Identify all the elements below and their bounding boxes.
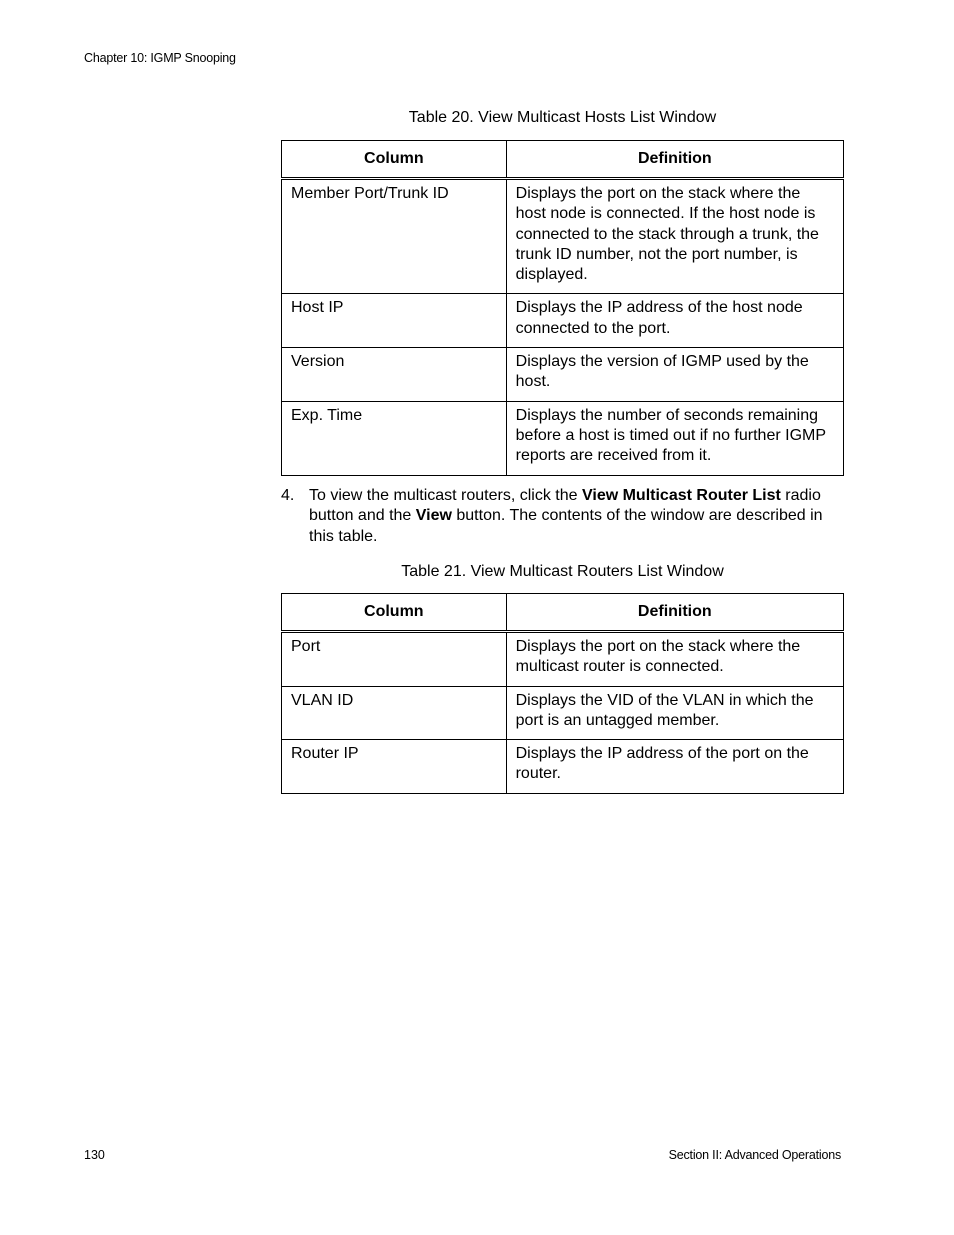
table-21 [281, 593, 844, 794]
column-header: Column [282, 141, 507, 179]
row-definition-cell: Displays the IP address of the port on the router. [506, 740, 843, 794]
row-column-cell: VLAN ID [282, 686, 507, 740]
table-row [282, 686, 844, 740]
column-header: Column [282, 594, 507, 632]
table-20 [281, 140, 844, 476]
step-text-part: To view the multicast routers, click the [309, 487, 582, 504]
step-text-part: button. The contents of the window are described in this table. [309, 507, 823, 545]
row-definition-cell: Displays the version of IGMP used by the host. [506, 348, 843, 402]
row-definition-cell: Displays the IP address of the host node connected to the port. [506, 294, 843, 348]
row-definition-cell: Displays the port on the stack where the multicast router is connected. [506, 632, 843, 687]
definition-header: Definition [506, 141, 843, 179]
step-bold-radio-label: View Multicast Router List [581, 487, 781, 504]
step-4-paragraph [281, 486, 841, 547]
row-definition-cell: Displays the port on the stack where the host node is connected. If the host node is connected to the stack through a trunk, the trunk ID number, not the port number, is displayed. [506, 179, 843, 294]
row-definition-cell: Displays the VID of the VLAN in which the port is an untagged member. [506, 686, 843, 740]
table-21-caption: Table 21. View Multicast Routers List Window [401, 563, 724, 580]
running-footer-section: Section II: Advanced Operations [668, 1148, 841, 1162]
table-row [282, 348, 844, 402]
row-definition-cell: Displays the number of seconds remaining before a host is timed out if no further IGMP reports are received from it. [506, 401, 843, 475]
table-header-row [282, 141, 844, 179]
table-row [282, 401, 844, 475]
page-number: 130 [84, 1148, 105, 1162]
step-text-part: radio button and the [309, 487, 821, 525]
definition-header: Definition [506, 594, 843, 632]
table-header-row [282, 594, 844, 632]
row-column-cell: Version [282, 348, 507, 402]
row-column-cell: Exp. Time [282, 401, 507, 475]
table-row [282, 632, 844, 687]
row-column-cell: Port [282, 632, 507, 687]
table-20-caption: Table 20. View Multicast Hosts List Window [408, 109, 717, 126]
table-row [282, 740, 844, 794]
table-row [282, 294, 844, 348]
running-header: Chapter 10: IGMP Snooping [84, 51, 236, 65]
step-number: 4. [281, 487, 295, 504]
row-column-cell: Host IP [282, 294, 507, 348]
row-column-cell: Member Port/Trunk ID [282, 179, 507, 294]
table-row [282, 179, 844, 294]
row-column-cell: Router IP [282, 740, 507, 794]
step-bold-button-label: View [415, 507, 452, 525]
step-text [309, 486, 841, 547]
